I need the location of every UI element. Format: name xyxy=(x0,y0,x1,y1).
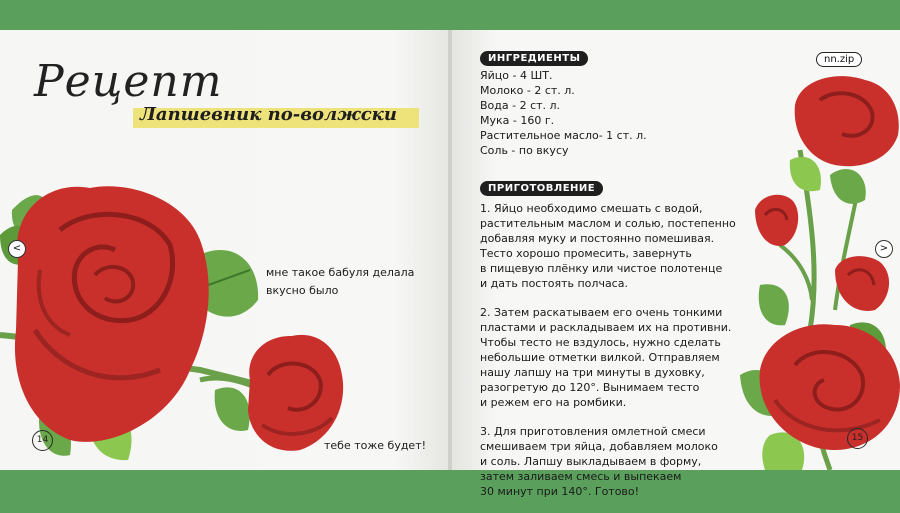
step-line: пластами и раскладываем их на противни. xyxy=(480,321,732,334)
step-line: добавляя муку и постоянно помешивая. xyxy=(480,232,715,245)
recipe-subtitle: Лапшевник по-волжски xyxy=(140,104,397,125)
preparation-heading: ПРИГОТОВЛЕНИЕ xyxy=(480,181,603,196)
step-1 xyxy=(480,201,748,291)
handwritten-note-top xyxy=(266,264,436,300)
step-line: 30 минут при 140°. Готово! xyxy=(480,485,640,498)
step-line: и дать постоять полчаса. xyxy=(480,277,628,290)
step-line: затем заливаем смесь и выпекаем xyxy=(480,470,682,483)
ingredient-item: Яйцо - 4 ШТ. xyxy=(480,69,553,82)
step-line: и режем его на ромбики. xyxy=(480,396,627,409)
step-2 xyxy=(480,305,748,410)
ingredient-item: Мука - 160 г. xyxy=(480,114,555,127)
note-line: мне такое бабуля делала xyxy=(266,266,415,279)
step-line: 2. Затем раскатываем его очень тонкими xyxy=(480,306,723,319)
step-line: разогретую до 120°. Вынимаем тесто xyxy=(480,381,700,394)
recipe-book xyxy=(0,30,900,498)
brand-badge[interactable]: nn.zip xyxy=(816,52,862,67)
prev-page-button[interactable]: < xyxy=(8,240,26,258)
ingredients-list xyxy=(480,68,647,158)
ingredient-item: Вода - 2 ст. л. xyxy=(480,99,561,112)
ingredient-item: Молоко - 2 ст. л. xyxy=(480,84,575,97)
note-line: вкусно было xyxy=(266,284,339,297)
ingredients-heading: ИНГРЕДИЕНТЫ xyxy=(480,51,588,66)
step-line: Тесто хорошо промесить, завернуть xyxy=(480,247,692,260)
step-line: растительным маслом и солью, постепенно xyxy=(480,217,736,230)
step-3 xyxy=(480,424,748,499)
step-line: небольшие отметки вилкой. Отправляем xyxy=(480,351,720,364)
left-page xyxy=(0,30,448,470)
ingredient-item: Соль - по вкусу xyxy=(480,144,569,157)
roses-illustration-left xyxy=(0,30,448,470)
step-line: 3. Для приготовления омлетной смеси xyxy=(480,425,706,438)
step-line: смешиваем три яйца, добавляем молоко xyxy=(480,440,718,453)
recipe-title: Рецепт xyxy=(34,56,223,107)
step-line: и соль. Лапшу выкладываем в форму, xyxy=(480,455,702,468)
preparation-steps xyxy=(480,201,748,513)
step-line: в пищевую плёнку или чистое полотенце xyxy=(480,262,723,275)
handwritten-note-bottom: тебе тоже будет! xyxy=(324,439,427,452)
right-page xyxy=(452,30,900,498)
page-number-left: 14 xyxy=(32,430,53,451)
next-page-button[interactable]: > xyxy=(875,240,893,258)
step-line: Чтобы тесто не вздулось, нужно сделать xyxy=(480,336,721,349)
page-number-right: 15 xyxy=(847,428,868,449)
ingredient-item: Растительное масло- 1 ст. л. xyxy=(480,129,647,142)
step-line: нашу лапшу на три минуты в духовку, xyxy=(480,366,705,379)
step-line: 1. Яйцо необходимо смешать с водой, xyxy=(480,202,703,215)
